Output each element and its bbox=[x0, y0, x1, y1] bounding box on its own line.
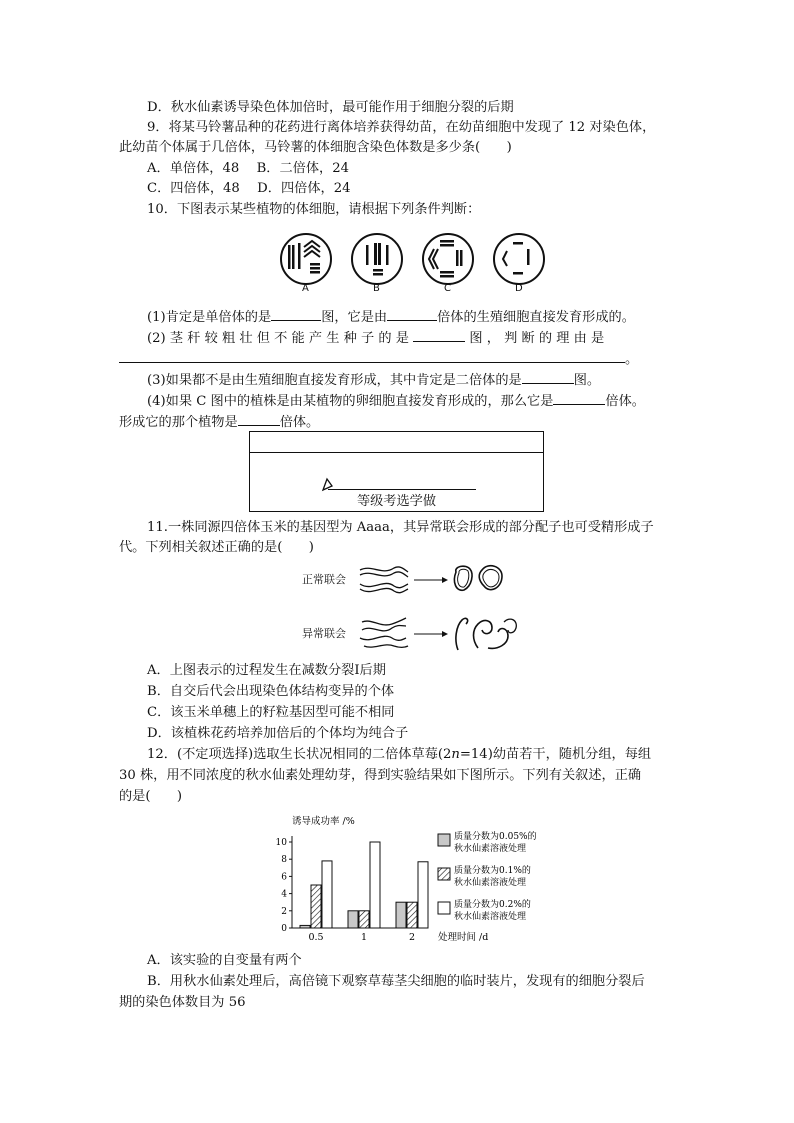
q10-part4-cont: 形成它的那个植物是 倍体。 bbox=[119, 411, 319, 432]
x-tick-label: 2 bbox=[408, 932, 416, 943]
q10-part2-reason: 。 bbox=[119, 348, 638, 369]
legend-swatch bbox=[438, 902, 450, 914]
q9-options-line2: C．四倍体，48 D．四倍体，24 bbox=[147, 181, 351, 196]
cell-label-a: A bbox=[302, 283, 309, 294]
cell-diagram-a bbox=[278, 231, 334, 287]
q11-stem-line1: 11.一株同源四倍体玉米的基因型为 Aaaa，其异常联会形成的部分配子也可受精形成子 bbox=[147, 520, 654, 535]
q10-stem: 10．下图表示某些植物的体细胞，请根据下列条件判断： bbox=[147, 202, 481, 217]
q11-option-c: C．该玉米单穗上的籽粒基因型可能不相同 bbox=[147, 705, 395, 720]
q9-options-line1: A．单倍体，48 B．二倍体，24 bbox=[147, 161, 350, 176]
cell-diagram-d bbox=[491, 231, 547, 287]
q8-option-d: D．秋水仙素诱导染色体加倍时，最可能作用于细胞分裂的后期 bbox=[147, 100, 514, 115]
legend-label: 秋水仙素溶液处理 bbox=[454, 844, 527, 854]
answer-blank[interactable] bbox=[553, 390, 605, 405]
normal-synapsis-diagram bbox=[358, 560, 518, 604]
abnormal-synapsis-diagram bbox=[358, 610, 528, 658]
answer-blank[interactable] bbox=[522, 369, 574, 384]
y-tick-label: 2 bbox=[281, 906, 287, 917]
x-axis-label: 处理时间 /d bbox=[438, 932, 489, 943]
q11-stem-line2: 代。下列相关叙述正确的是( ) bbox=[119, 540, 314, 555]
y-tick-label: 0 bbox=[281, 924, 287, 934]
legend-label: 秋水仙素溶液处理 bbox=[454, 878, 527, 888]
bar bbox=[407, 902, 417, 928]
y-tick-label: 8 bbox=[281, 855, 287, 866]
x-tick-label: 1 bbox=[360, 932, 368, 943]
q11-option-b: B．自交后代会出现染色体结构变异的个体 bbox=[147, 684, 395, 699]
q11-option-d: D．该植株花药培养加倍后的个体均为纯合子 bbox=[147, 726, 409, 741]
legend-swatch bbox=[438, 868, 450, 880]
normal-synapsis-label: 正常联会 bbox=[302, 573, 346, 586]
q12-option-b: B．用秋水仙素处理后，高倍镜下观察草莓茎尖细胞的临时装片，发现有的细胞分裂后 bbox=[147, 974, 645, 989]
bar bbox=[300, 925, 310, 928]
q12-stem-line3: 的是( ) bbox=[119, 789, 183, 804]
x-tick-label: 0.5 bbox=[308, 932, 324, 943]
bar bbox=[311, 885, 321, 928]
q10-part2: (2) 茎 秆 较 粗 壮 但 不 能 产 生 种 子 的 是 图 ， 判 断 的 理 由 是 bbox=[147, 327, 604, 348]
bar bbox=[348, 911, 358, 928]
q12-option-a: A．该实验的自变量有两个 bbox=[147, 953, 302, 968]
y-tick-label: 10 bbox=[275, 838, 287, 848]
legend-label: 质量分数为0.05%的 bbox=[454, 832, 537, 842]
q12-stem-line2: 30 株，用不同浓度的秋水仙素处理幼芽，得到实验结果如下图所示。下列有关叙述，正确 bbox=[119, 768, 642, 783]
bar bbox=[418, 862, 428, 928]
banner-title: 等级考选学做 bbox=[356, 494, 437, 509]
q9-stem-line1: 9．将某马铃薯品种的花药进行离体培养获得幼苗，在幼苗细胞中发现了 12 对染色体， bbox=[147, 120, 656, 135]
induction-rate-chart bbox=[260, 812, 560, 947]
cell-diagram-c bbox=[420, 231, 476, 287]
answer-blank[interactable] bbox=[387, 306, 437, 321]
y-tick-label: 4 bbox=[281, 889, 287, 900]
answer-blank[interactable] bbox=[238, 411, 280, 426]
section-banner bbox=[249, 431, 544, 512]
legend-label: 质量分数为0.2%的 bbox=[454, 900, 531, 910]
y-axis-label: 诱导成功率 /% bbox=[292, 816, 355, 827]
bar bbox=[359, 911, 369, 928]
cell-label-c: C bbox=[444, 283, 451, 294]
cell-diagram-b bbox=[349, 231, 405, 287]
legend-label: 质量分数为0.1%的 bbox=[454, 866, 531, 876]
abnormal-synapsis-label: 异常联会 bbox=[302, 627, 346, 640]
q12-option-b-cont: 期的染色体数目为 56 bbox=[119, 995, 246, 1010]
legend-swatch bbox=[438, 834, 450, 846]
answer-blank[interactable] bbox=[271, 306, 321, 321]
q9-stem-line2: 此幼苗个体属于几倍体，马铃薯的体细胞含染色体数是多少条( ) bbox=[119, 140, 512, 155]
cell-label-d: D bbox=[515, 283, 523, 294]
bar bbox=[370, 842, 380, 928]
cell-label-b: B bbox=[373, 283, 380, 294]
q10-part1: (1)肯定是单倍体的是 图，它是由 倍体的生殖细胞直接发育形成的。 bbox=[147, 306, 635, 327]
y-tick-label: 6 bbox=[281, 872, 287, 883]
q11-option-a: A．上图表示的过程发生在减数分裂Ⅰ后期 bbox=[147, 663, 386, 678]
answer-blank[interactable] bbox=[119, 348, 625, 363]
bar bbox=[396, 902, 406, 928]
answer-blank[interactable] bbox=[413, 327, 465, 342]
q10-part3: (3)如果都不是由生殖细胞直接发育形成，其中肯定是二倍体的是 图。 bbox=[147, 369, 600, 390]
q12-stem-line1: 12．(不定项选择)选取生长状况相同的二倍体草莓(2n=14)幼苗若干，随机分组，每组 bbox=[147, 747, 652, 762]
q10-part4: (4)如果 C 图中的植株是由某植物的卵细胞直接发育形成的，那么它是 倍体。 bbox=[147, 390, 645, 411]
legend-label: 秋水仙素溶液处理 bbox=[454, 912, 527, 922]
bar bbox=[322, 861, 332, 928]
